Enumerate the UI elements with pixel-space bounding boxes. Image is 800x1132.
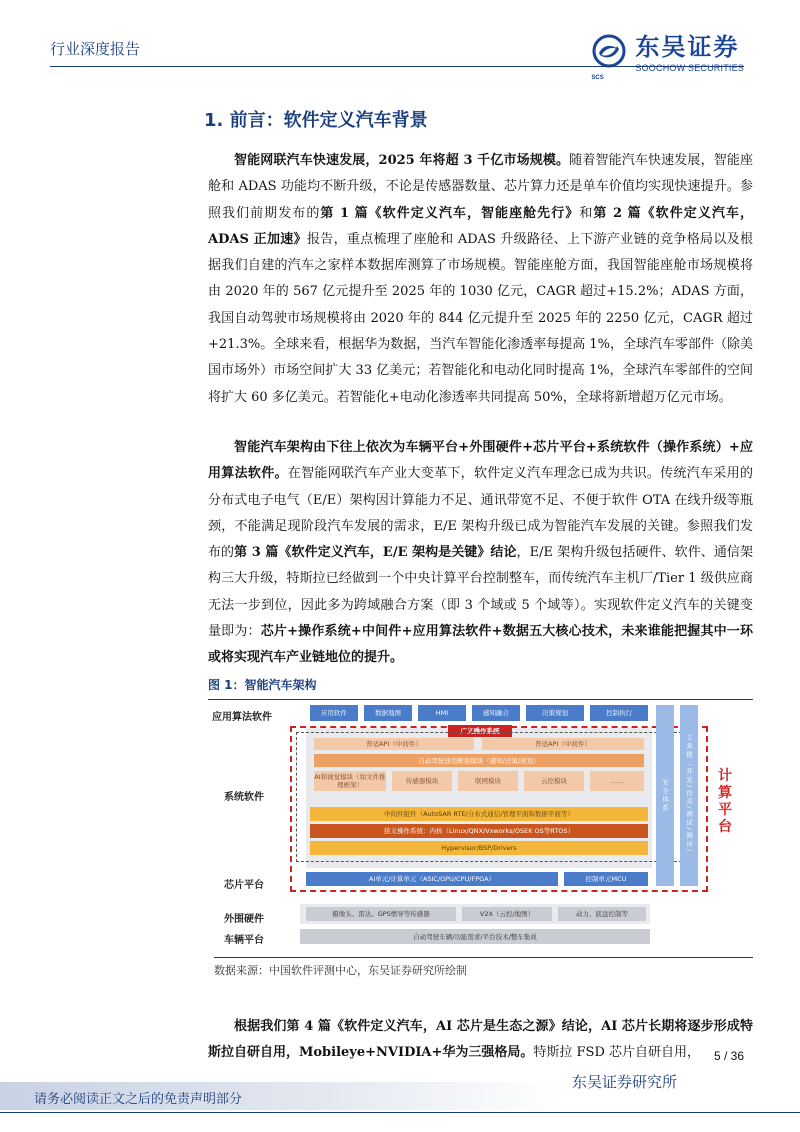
page-number: 5 / 36 — [713, 1049, 744, 1063]
periph-box: 摄像头、雷达、GPS惯导等传感器 — [306, 907, 456, 921]
company-logo — [589, 33, 744, 81]
module-box: 云控模块 — [524, 771, 584, 791]
logo-cn: 东吴证券 — [635, 33, 740, 61]
p2-run: 芯片+操作系统+中间件+应用算法软件+数据五大核心技术，未来谁能把握其中一环或将实现汽车产业链地位的提升。 — [208, 624, 753, 666]
api-box: 普适API（中间件） — [482, 738, 644, 750]
module-box: 传感器模块 — [392, 771, 452, 791]
app-box: 控制执行 — [590, 705, 648, 721]
module-box: 联网模块 — [458, 771, 518, 791]
footer-divider — [0, 1112, 800, 1113]
auto-service-box: 自动驾驶通用框架模块（感知/决策/规划） — [314, 754, 644, 767]
layer-sys: 系统软件 — [224, 792, 264, 803]
app-box: 感知融合 — [472, 705, 520, 721]
p1-run: 和 — [579, 205, 594, 221]
app-box: 数据地图 — [364, 705, 412, 721]
paragraph-2 — [208, 435, 753, 672]
layer-app: 应用算法软件 — [212, 712, 272, 723]
paragraph-3 — [208, 1014, 753, 1067]
layer-periph: 外围硬件 — [224, 914, 264, 925]
security-bar: 安全体系 — [656, 705, 674, 886]
figure-source: 数据来源：中国软件评测中心，东吴证券研究所绘制 — [214, 957, 753, 978]
periph-box: V2X（云控/地图） — [462, 907, 552, 921]
footer-disclaimer: 请务必阅读正文之后的免责声明部分 — [34, 1092, 243, 1107]
p1-run: 第 1 篇《软件定义汽车，智能座舱先行》 — [320, 205, 580, 221]
p1-run: 随着智能汽车快速发展，智能座舱和 ADAS 功能均不断升级，不论是传感器数量、芯片算力还是单车价值均实现快速提升。参照我们前期发布的 — [208, 153, 753, 221]
p2-run: 在智能网联汽车产业大变革下，软件定义汽车理念已成为共识。传统汽车采用的分布式电子电气（E/E）架构因计算能力不足、通讯带宽不足、不便于软件 OTA 在线升级等瓶颈，不能满足现阶段汽车发展的需求，E/E 架构升级已成为智能汽车发展的关键。参照我们发布的 — [208, 466, 753, 561]
ai-unit-box: AI单元/计算单元（ASIC/GPU/CPU/FPGA） — [306, 872, 558, 886]
header-divider — [50, 66, 744, 67]
figure-caption: 图 1：智能汽车架构 — [208, 676, 753, 700]
app-box: 应用软件 — [310, 705, 358, 721]
p1-run: 智能网联汽车快速发展，2025 年将超 3 千亿市场规模。 — [234, 153, 570, 168]
periph-box: 动力、底盘控制等 — [558, 907, 646, 921]
p3-run: 根据我们第 4 篇《软件定义汽车，AI 芯片是生态之源》结论，AI 芯片长期将逐步形成特斯拉自研自用，Mobileye+NVIDIA+华为三强格局。 — [208, 1019, 754, 1061]
hypervisor-box: Hypervisor/BSP/Drivers — [310, 841, 648, 855]
app-box: 决策规划 — [526, 705, 584, 721]
os-label: 广义操作系统 — [448, 725, 512, 737]
p2-run: 智能汽车架构由下往上依次为车辆平台+外围硬件+芯片平台+系统软件（操作系统）+应用算法软件。 — [208, 440, 753, 482]
p3-run: 特斯拉 FSD 芯片自研自用， — [533, 1045, 701, 1061]
p1-run: 报告，重点梳理了座舱和 ADAS 升级路径、上下游产业链的竞争格局以及根据我们自建的汽车之家样本数据库测算了市场规模。智能座舱方面，我国智能座舱市场规模将由 2020 年的 567 亿元提升至 2025 年的 1030 亿元，CAGR 超过+15.2%；ADAS 方面，我国自动驾驶市场规模将由 2020 年的 844 亿元提升至 2025 年的 2250 亿元，CAGR 超过+21.3%。全球来看，根据华为数据，当汽车智能化渗透率每提高 1%，全球汽车零部件（除美国市场外）市场空间扩大 33 亿美元；若智能化和电动化同时提高 1%，全球汽车零部件的空间将扩大 60 多亿美元。若智能化+电动化渗透率共同提高 50%，全球将新增超万亿元市场。 — [208, 231, 753, 405]
logo-mark-icon — [589, 34, 629, 74]
app-box: HMI — [418, 705, 466, 721]
layer-vehicle: 车辆平台 — [224, 935, 264, 946]
kernel-box: 狭义操作系统：内核（Linux/QNX/Vxworks/OSEK OS等RTOS） — [310, 824, 648, 838]
middleware-box: 中间件组件（AutoSAR RTE/分布式通信/管理平面和数据平面等） — [310, 807, 648, 821]
ctrl-unit-box: 控制单元MCU — [564, 872, 648, 886]
compute-platform-frame — [290, 726, 708, 892]
p2-run: ，E/E 架构升级包括硬件、软件、通信架构三大升级，特斯拉已经做到一个中央计算平台控制整车，而传统汽车主机厂/Tier 1 级供应商无法一步到位，因此多为跨域融合方案（即 3 个域或 5 个域等）。实现软件定义汽车的关键变量即为： — [208, 545, 753, 640]
p2-run: 第 3 篇《软件定义汽车，E/E 架构是关键》结论 — [234, 545, 517, 561]
p1-run: 第 2 篇《软件定义汽车，ADAS 正加速》 — [208, 205, 753, 247]
compute-platform-label: 计算平台 — [718, 768, 732, 835]
footer-org: 东吴证券研究所 — [572, 1073, 678, 1091]
api-box: 普适API（中间件） — [314, 738, 474, 750]
paragraph-1 — [208, 148, 753, 411]
module-box: AI和视觉模块（如文件推理框架） — [314, 773, 386, 789]
logo-abbr: SCS — [591, 75, 604, 81]
report-type: 行业深度报告 — [50, 40, 141, 58]
logo-en: SOOCHOW SECURITIES — [635, 63, 744, 73]
architecture-diagram — [210, 700, 750, 952]
toolchain-bar: 工具链（开发/仿真/测试/测评） — [680, 705, 698, 886]
vehicle-box: 自动驾驶车辆/功能需求/平台技术/整车集成 — [300, 929, 650, 944]
module-box: …… — [590, 771, 644, 791]
layer-chip: 芯片平台 — [224, 880, 264, 891]
section-title: 1. 前言：软件定义汽车背景 — [204, 110, 428, 131]
